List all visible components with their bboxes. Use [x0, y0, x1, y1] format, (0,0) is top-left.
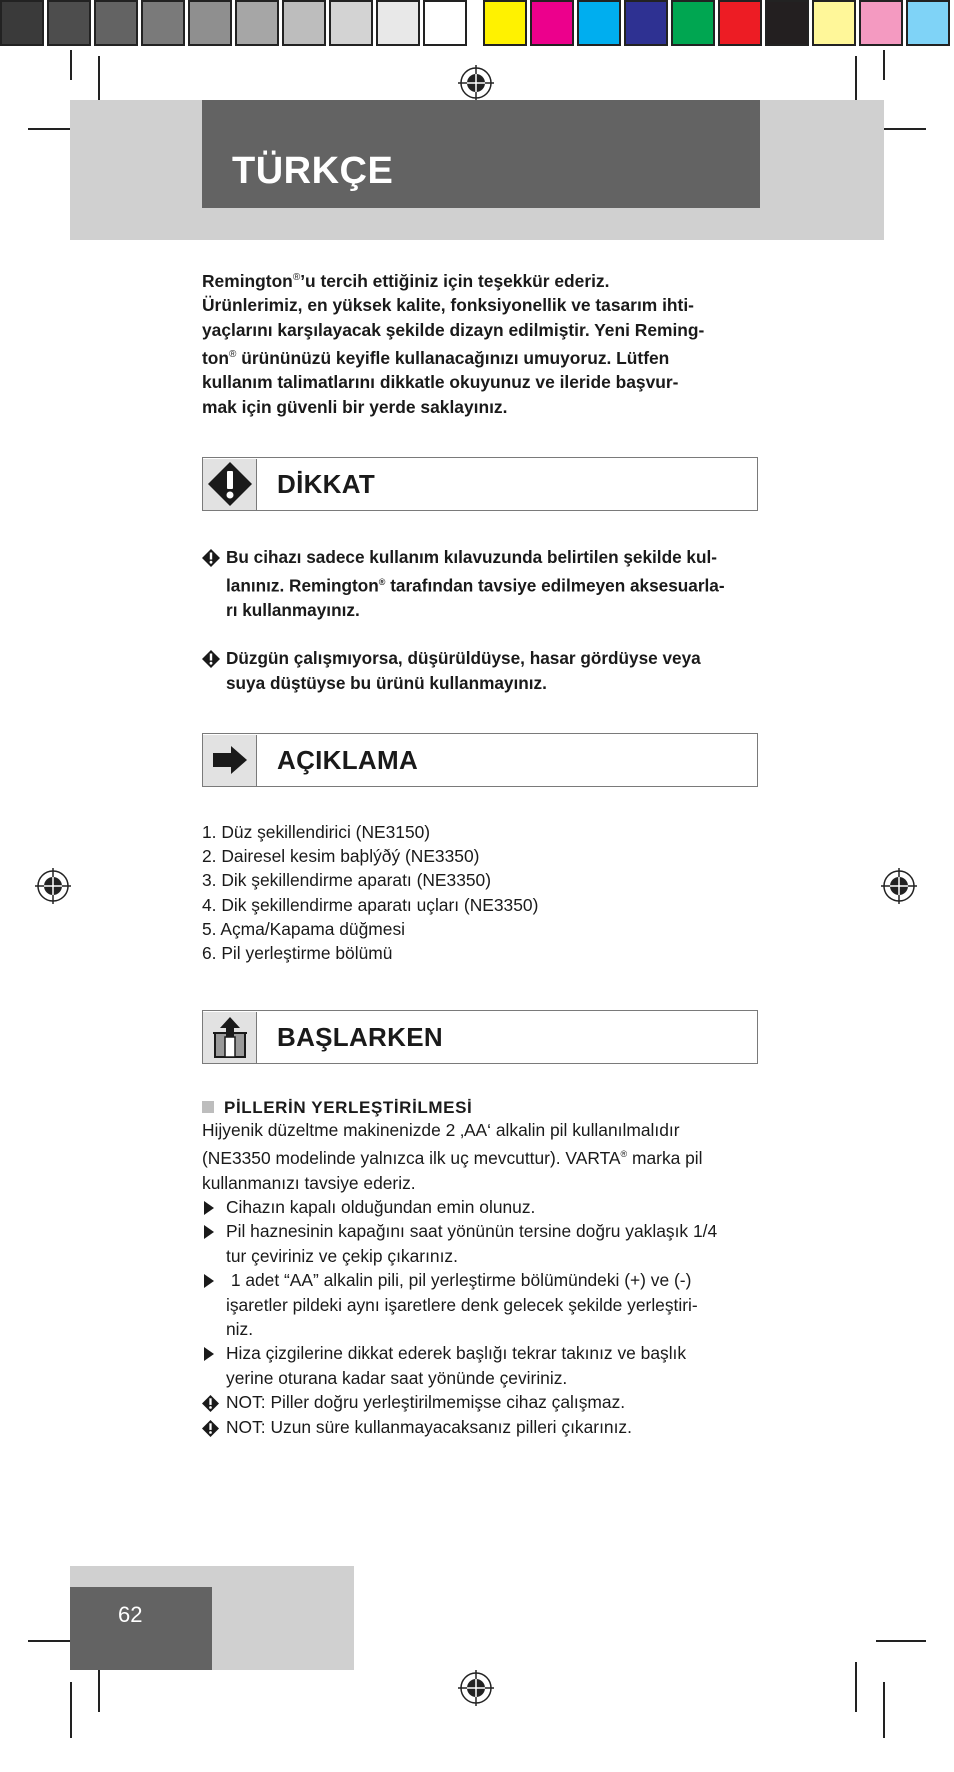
- section-header-caution: [202, 457, 758, 511]
- triangle-bullet-icon: [204, 1274, 214, 1288]
- section-header-getting-started: [202, 1010, 758, 1064]
- caution-text: suya düştüyse bu ürünü kullanmayınız.: [226, 672, 547, 693]
- box-arrow-up-icon: [203, 1012, 257, 1063]
- caution-text: Bu cihazı sadece kullanım kılavuzunda belirtilen şekilde kul-: [226, 547, 717, 567]
- step-item: [202, 1341, 758, 1390]
- color-swatch: [624, 0, 668, 46]
- registered-mark: ®: [620, 1149, 628, 1160]
- color-swatch: [906, 0, 950, 46]
- gray-swatch: [376, 0, 420, 46]
- color-swatch: [765, 0, 809, 46]
- list-item: 2. Dairesel kesim baþlýðý (NE3350): [202, 846, 480, 867]
- caution-text: lanınız. Remington: [226, 575, 379, 596]
- intro-text: yaçlarını karşılayacak şekilde dizayn edilmiştir. Yeni Reming-: [202, 319, 705, 340]
- step-text: Pil haznesinin kapağını saat yönünün tersine doğru yaklaşık 1/4: [226, 1221, 718, 1242]
- body-text: marka pil: [627, 1148, 703, 1169]
- color-swatch: [812, 0, 856, 46]
- body-text: (NE3350 modelinde yalnızca ilk uç mevcuttur). VARTA: [202, 1148, 621, 1169]
- color-swatch: [718, 0, 762, 46]
- note-text: NOT: Piller doğru yerleştirilmemişse cihaz çalışmaz.: [226, 1392, 626, 1413]
- subsection-title: PİLLERİN YERLEŞTİRİLMESİ: [224, 1098, 473, 1117]
- color-swatch: [859, 0, 903, 46]
- note-text: NOT: Uzun süre kullanmayacaksanız pilleri çıkarınız.: [226, 1416, 632, 1437]
- warning-diamond-icon: [203, 459, 257, 510]
- section-header-description: [202, 733, 758, 787]
- warning-bullet-icon: [202, 650, 220, 668]
- body-text: kullanmanızı tavsiye ederiz.: [202, 1172, 416, 1193]
- gray-swatch: [235, 0, 279, 46]
- warning-bullet-icon: [202, 549, 220, 567]
- square-bullet-icon: [202, 1101, 214, 1113]
- arrow-right-icon: [203, 735, 257, 786]
- color-calibration-bar: [483, 0, 953, 50]
- caution-item: [202, 646, 758, 695]
- battery-section: [202, 1098, 758, 1439]
- section-title: AÇIKLAMA: [277, 744, 419, 775]
- list-item: 5. Açma/Kapama düğmesi: [202, 918, 405, 939]
- intro-text: ürününüzü keyifle kullanacağınızı umuyoruz. Lütfen: [236, 347, 670, 368]
- color-swatch: [483, 0, 527, 46]
- color-swatch: [671, 0, 715, 46]
- crop-mark: [883, 50, 885, 80]
- crop-mark: [70, 50, 72, 80]
- gray-swatch: [423, 0, 467, 46]
- color-swatch: [530, 0, 574, 46]
- step-text: işaretler pildeki aynı işaretlere denk gelecek şekilde yerleştiri-: [226, 1294, 698, 1315]
- step-text: tur çeviriniz ve çekip çıkarınız.: [226, 1245, 458, 1266]
- warning-bullet-icon: [202, 1395, 219, 1412]
- crop-mark: [70, 1682, 72, 1738]
- list-item: 6. Pil yerleştirme bölümü: [202, 943, 393, 964]
- list-item: 4. Dik şekillendirme aparatı uçları (NE3350): [202, 894, 539, 915]
- crop-mark: [876, 1640, 926, 1642]
- registered-mark: ®: [229, 348, 237, 360]
- step-text: Cihazın kapalı olduğundan emin olunuz.: [226, 1197, 536, 1218]
- triangle-bullet-icon: [204, 1201, 214, 1215]
- step-item: [202, 1268, 758, 1341]
- caution-text: rı kullanmayınız.: [226, 599, 360, 620]
- page-title: TÜRKÇE: [232, 150, 394, 192]
- battery-body: [202, 1118, 758, 1439]
- caution-text: tarafından tavsiye edilmeyen aksesuarla-: [385, 575, 725, 596]
- list-item: 1. Düz şekillendirici (NE3150): [202, 822, 431, 842]
- step-text: niz.: [226, 1319, 254, 1340]
- triangle-bullet-icon: [204, 1225, 214, 1239]
- section-title: DİKKAT: [277, 468, 376, 499]
- gray-swatch: [282, 0, 326, 46]
- step-text: 1 adet “AA” alkalin pili, pil yerleştirme bölümündeki (+) ve (-): [226, 1270, 692, 1291]
- color-swatch: [577, 0, 621, 46]
- caution-list: [202, 545, 758, 719]
- intro-text: Remington: [202, 270, 293, 291]
- crop-mark: [883, 1682, 885, 1738]
- triangle-bullet-icon: [204, 1347, 214, 1361]
- page-number-box: [70, 1587, 212, 1670]
- gray-swatch: [94, 0, 138, 46]
- intro-paragraph: [202, 266, 758, 419]
- warning-bullet-icon: [202, 1420, 219, 1437]
- registration-mark-icon: [458, 65, 494, 101]
- intro-text: ’u tercih ettiğiniz için teşekkür ederiz.: [300, 270, 610, 291]
- page-number: 62: [118, 1602, 143, 1627]
- caution-item: [202, 545, 758, 622]
- registered-mark: ®: [378, 576, 386, 587]
- crop-mark: [855, 1662, 857, 1712]
- note-item: [202, 1415, 758, 1439]
- step-text: yerine oturana kadar saat yönünde çeviriniz.: [226, 1367, 568, 1388]
- registration-mark-icon: [458, 1670, 494, 1706]
- list-item: 3. Dik şekillendirme aparatı (NE3350): [202, 870, 492, 891]
- registration-mark-icon: [35, 868, 71, 904]
- intro-text: mak için güvenli bir yerde saklayınız.: [202, 396, 508, 417]
- section-title: BAŞLARKEN: [277, 1021, 443, 1052]
- note-item: [202, 1390, 758, 1414]
- parts-list: [202, 820, 758, 965]
- gray-swatch: [47, 0, 91, 46]
- intro-text: Ürünlerimiz, en yüksek kalite, fonksiyonellik ve tasarım ihti-: [202, 295, 694, 316]
- gray-swatch: [141, 0, 185, 46]
- gray-calibration-bar: [0, 0, 470, 50]
- intro-text: kullanım talimatlarını dikkatle okuyunuz ve ileride başvur-: [202, 371, 679, 392]
- intro-text: ton: [202, 347, 230, 368]
- step-item: [202, 1195, 758, 1219]
- step-text: Hiza çizgilerine dikkat ederek başlığı tekrar takınız ve başlık: [226, 1343, 687, 1364]
- registered-mark: ®: [292, 272, 301, 283]
- caution-text: Düzgün çalışmıyorsa, düşürüldüyse, hasar gördüyse veya: [226, 648, 701, 669]
- step-item: [202, 1219, 758, 1268]
- body-text: Hijyenik düzeltme makinenizde 2 ‚AA‘ alkalin pil kullanılmalıdır: [202, 1120, 680, 1140]
- gray-swatch: [188, 0, 232, 46]
- subsection-heading: [202, 1098, 758, 1118]
- gray-swatch: [329, 0, 373, 46]
- gray-swatch: [0, 0, 44, 46]
- registration-mark-icon: [881, 868, 917, 904]
